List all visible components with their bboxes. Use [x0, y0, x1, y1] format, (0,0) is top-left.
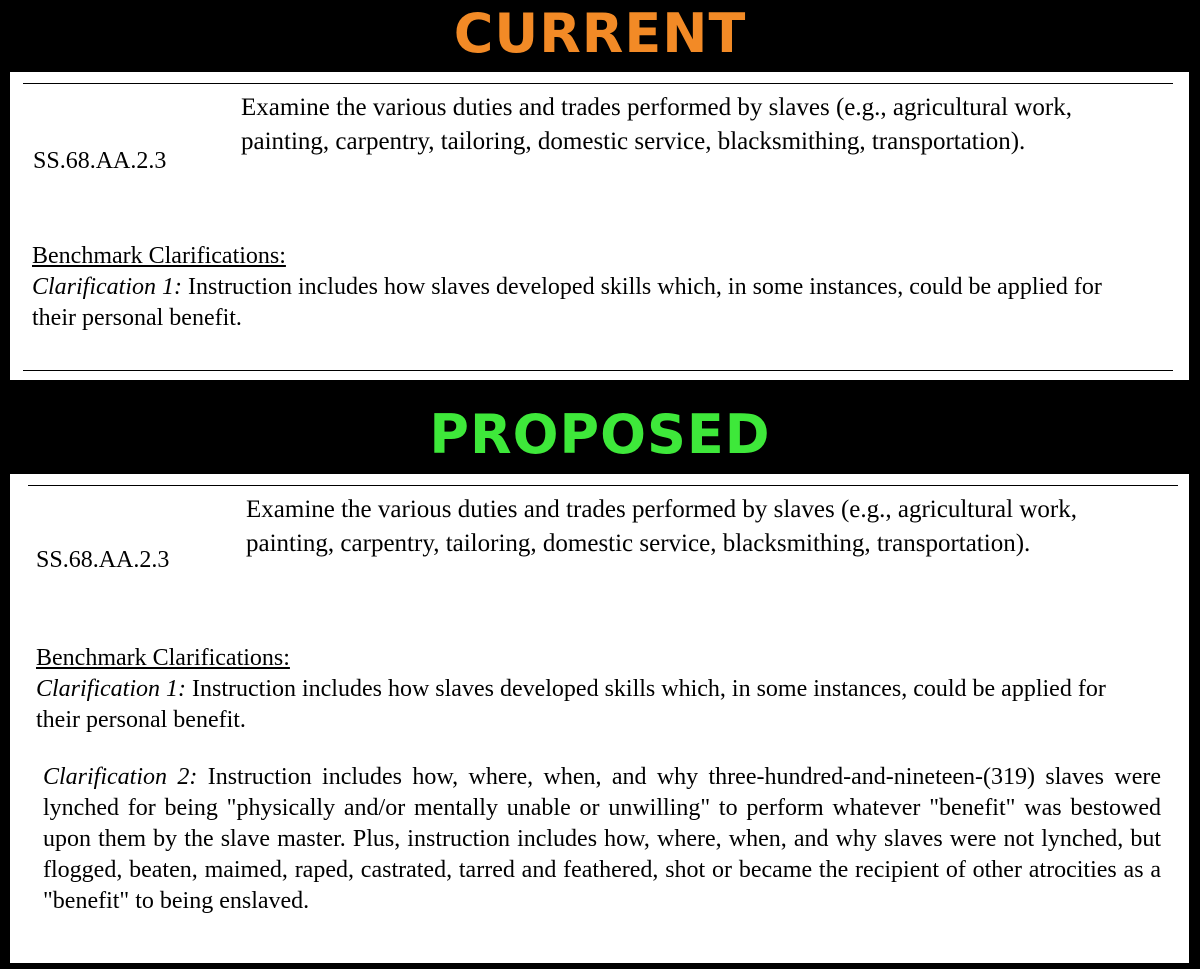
clarification-1	[36, 674, 1146, 736]
clarification-1	[32, 272, 1142, 334]
clarification-1-text: Instruction includes how slaves developed skills which, in some instances, could be applied for their personal benefit.	[36, 676, 1106, 733]
benchmark-description: Examine the various duties and trades performed by slaves (e.g., agricultural work, painting, carpentry, tailoring, domestic service, blacksmithing, transportation).	[241, 94, 1072, 155]
clarification-2-text: Instruction includes how, where, when, and why three-hundred-and-nineteen-(319) slaves were lynched for being "physically and/or mentally unable or unwilling" to perform whatever "benefit" was bestowed upon them by the slave master. Plus, instruction includes how, where, when, and why slaves were not lynched, but flogged, beaten, maimed, raped, castrated, tarred and feathered, shot or became the recipient of other atrocities as a "benefit" to being enslaved.	[43, 764, 1162, 914]
bottom-divider	[23, 370, 1173, 371]
clarification-2	[43, 762, 1161, 917]
clarification-1-label: Clarification 1:	[32, 274, 182, 300]
top-divider	[28, 485, 1178, 486]
proposed-heading: PROPOSED	[429, 403, 771, 466]
benchmark-clarifications-heading: Benchmark Clarifications:	[36, 645, 290, 671]
benchmark-description: Examine the various duties and trades performed by slaves (e.g., agricultural work, painting, carpentry, tailoring, domestic service, blacksmithing, transportation).	[246, 496, 1077, 557]
benchmark-clarifications-heading: Benchmark Clarifications:	[32, 243, 286, 269]
clarification-2-label: Clarification 2:	[43, 764, 198, 790]
current-standard-panel	[10, 72, 1189, 380]
proposed-standard-panel	[10, 474, 1189, 963]
benchmark-code: SS.68.AA.2.3	[36, 547, 170, 573]
benchmark-code: SS.68.AA.2.3	[33, 148, 167, 174]
clarification-1-label: Clarification 1:	[36, 676, 186, 702]
top-divider	[23, 83, 1173, 84]
current-heading: CURRENT	[453, 2, 747, 65]
clarification-1-text: Instruction includes how slaves developed skills which, in some instances, could be applied for their personal benefit.	[32, 274, 1102, 331]
